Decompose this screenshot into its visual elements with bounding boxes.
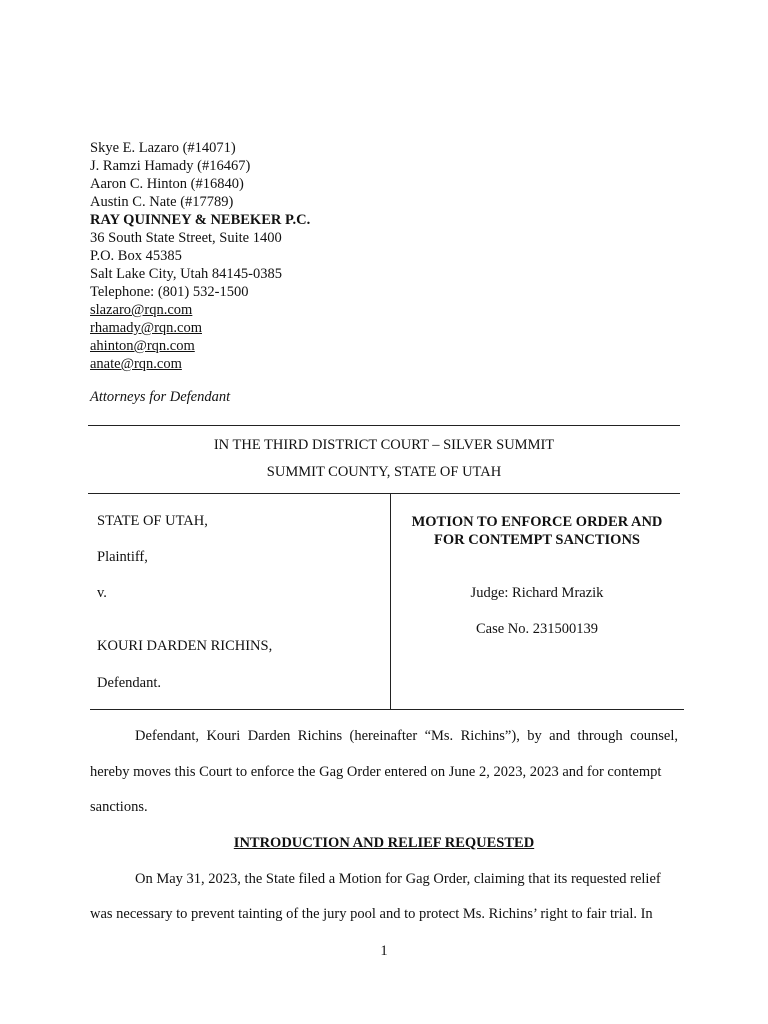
court-county: SUMMIT COUNTY, STATE OF UTAH [266, 464, 502, 480]
divider-line [88, 493, 680, 494]
attorney-name: Skye E. Lazaro (#14071) [90, 140, 236, 156]
caption-table-divider [390, 493, 391, 709]
attorneys-for-label: Attorneys for Defendant [90, 389, 231, 405]
email-link[interactable]: slazaro@rqn.com [90, 302, 193, 318]
body-line: sanctions. [90, 799, 148, 815]
plaintiff-name: STATE OF UTAH, [97, 513, 208, 529]
attorney-name: Aaron C. Hinton (#16840) [90, 176, 244, 192]
body-line: Defendant, Kouri Darden Richins (hereinafter “Ms. Richins”), by and through counsel, [135, 728, 678, 744]
body-line: hereby moves this Court to enforce the Gag Order entered on June 2, 2023, 2023 and for contempt [90, 764, 662, 780]
judge-label: Judge: Richard Mrazik [470, 585, 604, 601]
versus-label: v. [97, 585, 107, 601]
attorney-name: Austin C. Nate (#17789) [90, 194, 234, 210]
defendant-role: Defendant. [97, 675, 162, 691]
telephone-line: Telephone: (801) 532-1500 [90, 284, 249, 300]
attorney-caption-block [90, 139, 310, 373]
address-line: P.O. Box 45385 [90, 248, 182, 264]
motion-title [392, 513, 682, 549]
body-line: On May 31, 2023, the State filed a Motion for Gag Order, claiming that its requested relief [135, 871, 661, 887]
email-link[interactable]: rhamady@rqn.com [90, 320, 202, 336]
address-line: Salt Lake City, Utah 84145-0385 [90, 266, 282, 282]
firm-name: RAY QUINNEY & NEBEKER P.C. [90, 212, 311, 228]
divider-line [88, 425, 680, 426]
page-number: 1 [380, 943, 388, 959]
motion-title-line: FOR CONTEMPT SANCTIONS [434, 532, 640, 548]
section-heading: INTRODUCTION AND RELIEF REQUESTED [233, 835, 535, 851]
court-name: IN THE THIRD DISTRICT COURT – SILVER SUMMIT [213, 437, 555, 453]
attorney-name: J. Ramzi Hamady (#16467) [90, 158, 251, 174]
plaintiff-role: Plaintiff, [97, 549, 148, 565]
body-line: was necessary to prevent tainting of the jury pool and to protect Ms. Richins’ right to fair trial. In [90, 906, 653, 922]
defendant-name: KOURI DARDEN RICHINS, [97, 638, 273, 654]
motion-title-line: MOTION TO ENFORCE ORDER AND [411, 514, 663, 530]
email-link[interactable]: ahinton@rqn.com [90, 338, 195, 354]
address-line: 36 South State Street, Suite 1400 [90, 230, 282, 246]
divider-line [90, 709, 684, 710]
email-link[interactable]: anate@rqn.com [90, 356, 182, 372]
case-number: Case No. 231500139 [475, 621, 599, 637]
